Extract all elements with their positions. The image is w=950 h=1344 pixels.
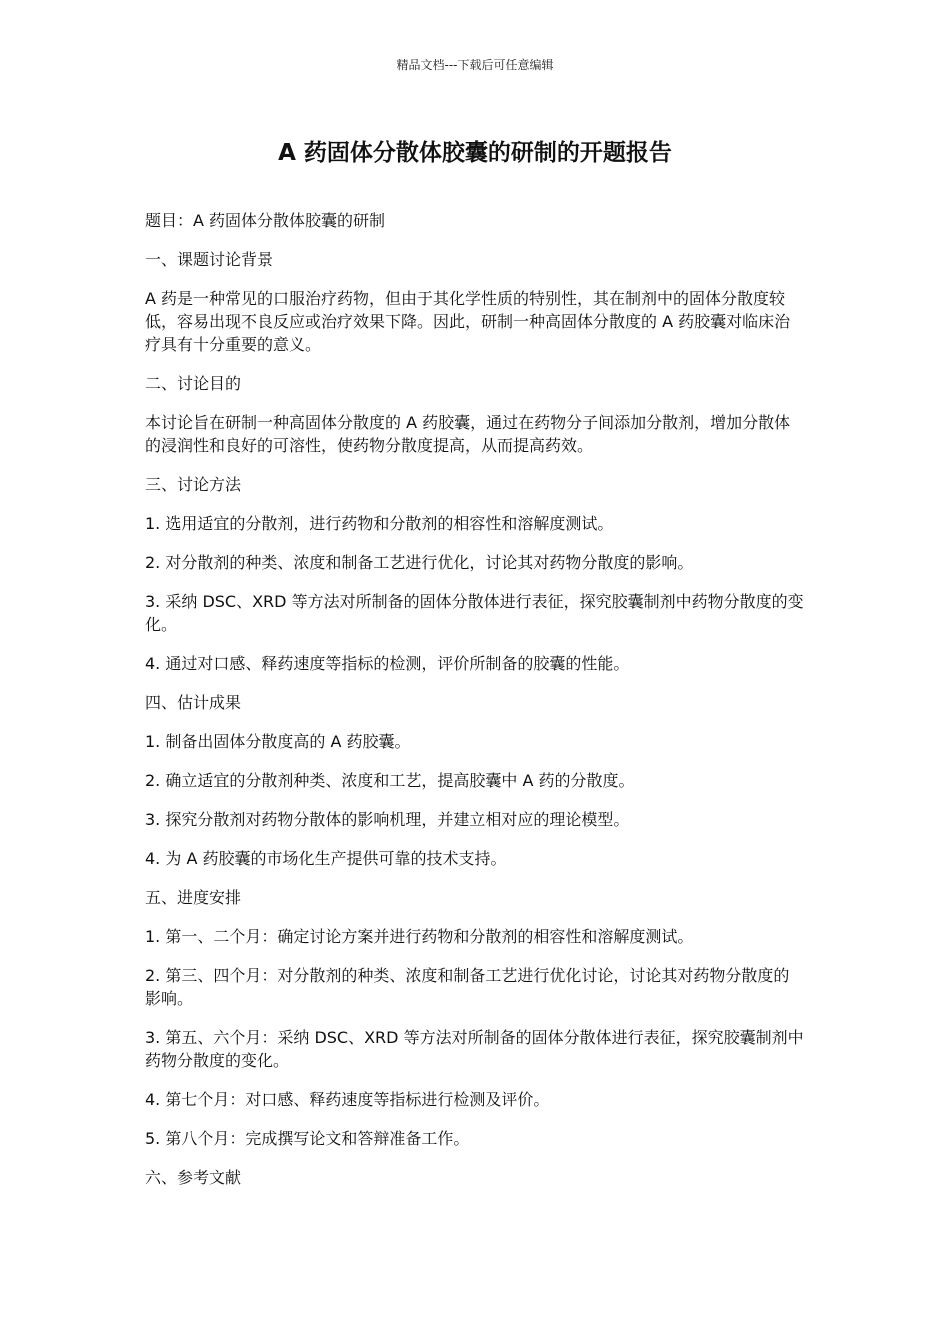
section-heading-schedule: 五、进度安排 bbox=[145, 888, 242, 907]
schedule-item: 1. 第一、二个月：确定讨论方案并进行药物和分散剂的相容性和溶解度测试。 bbox=[145, 927, 694, 946]
method-item: 3. 采纳 DSC、XRD 等方法对所制备的固体分散体进行表征，探究胶囊制剂中药物分散度的变化。 bbox=[145, 592, 804, 634]
page-header: 精品文档---下载后可任意编辑 bbox=[396, 58, 554, 72]
background-paragraph: A 药是一种常见的口服治疗药物，但由于其化学性质的特别性，其在制剂中的固体分散度较低，容易出现不良反应或治疗效果下降。因此，研制一种高固体分散度的 A 药胶囊对临床治疗具有十分重要的意义。 bbox=[145, 289, 791, 354]
section-heading-methods: 三、讨论方法 bbox=[145, 475, 242, 494]
topic-line: 题目：A 药固体分散体胶囊的研制 bbox=[145, 211, 386, 230]
method-item: 2. 对分散剂的种类、浓度和制备工艺进行优化，讨论其对药物分散度的影响。 bbox=[145, 553, 694, 572]
document-title: A 药固体分散体胶囊的研制的开题报告 bbox=[278, 140, 672, 166]
schedule-item: 2. 第三、四个月：对分散剂的种类、浓度和制备工艺进行优化讨论，讨论其对药物分散度的影响。 bbox=[145, 966, 790, 1008]
section-heading-references: 六、参考文献 bbox=[145, 1168, 242, 1187]
result-item: 3. 探究分散剂对药物分散体的影响机理，并建立相对应的理论模型。 bbox=[145, 810, 630, 829]
section-heading-results: 四、估计成果 bbox=[145, 693, 242, 712]
schedule-item: 3. 第五、六个月：采纳 DSC、XRD 等方法对所制备的固体分散体进行表征，探究胶囊制剂中药物分散度的变化。 bbox=[145, 1028, 804, 1070]
section-heading-background: 一、课题讨论背景 bbox=[145, 250, 274, 269]
section-heading-purpose: 二、讨论目的 bbox=[145, 374, 242, 393]
result-item: 2. 确立适宜的分散剂种类、浓度和工艺，提高胶囊中 A 药的分散度。 bbox=[145, 771, 635, 790]
document-body bbox=[145, 209, 805, 1205]
result-item: 1. 制备出固体分散度高的 A 药胶囊。 bbox=[145, 732, 411, 751]
result-item: 4. 为 A 药胶囊的市场化生产提供可靠的技术支持。 bbox=[145, 849, 507, 868]
schedule-item: 5. 第八个月：完成撰写论文和答辩准备工作。 bbox=[145, 1129, 470, 1148]
purpose-paragraph: 本讨论旨在研制一种高固体分散度的 A 药胶囊，通过在药物分子间添加分散剂，增加分散体的浸润性和良好的可溶性，使药物分散度提高，从而提高药效。 bbox=[145, 413, 791, 455]
schedule-item: 4. 第七个月：对口感、释药速度等指标进行检测及评价。 bbox=[145, 1090, 550, 1109]
method-item: 1. 选用适宜的分散剂，进行药物和分散剂的相容性和溶解度测试。 bbox=[145, 514, 614, 533]
method-item: 4. 通过对口感、释药速度等指标的检测，评价所制备的胶囊的性能。 bbox=[145, 654, 630, 673]
